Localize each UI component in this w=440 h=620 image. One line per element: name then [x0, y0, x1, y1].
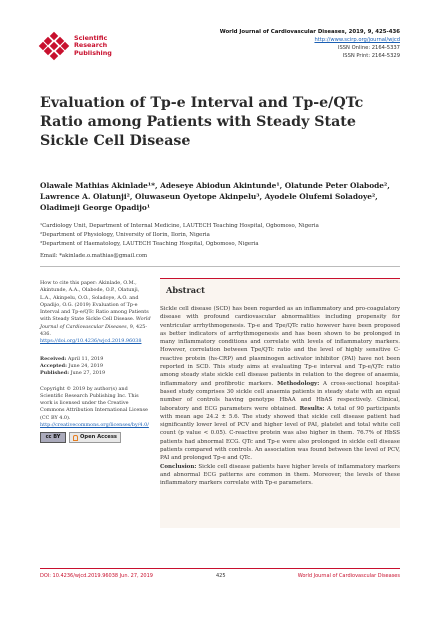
abstract-body — [160, 305, 400, 488]
article-sidebar — [40, 280, 152, 443]
abstract-p3: A total of 90 participants with mean age 24.2 ± 5.6. The study showed that sickle cell disease patient had significantly lower level of PCV and higher level of PAI, platelet and total white cell count (p value < 0.05). C-reactive protein was also higher in them. 76.7% of HbSS patients had abnormal ECG. QTc and Tp-e were also prolonged in sickle cell disease patients compared with controls. An association was found between the level of PCV, PAI and prolonged Tp-e and QTc. — [160, 405, 400, 462]
footer-doi[interactable]: DOI: 10.4236/wjcd.2019.96038 Jun. 27, 2019 — [40, 573, 153, 579]
footer-rule — [40, 568, 400, 569]
author-list: Olawale Mathias Akinlade¹*, Adeseye Abiodun Akintunde¹, Olatunde Peter Olabode², Lawrence A. Olatunji², Oluwaseun Oyetope Akinpelu³, Ayodele Olufemi Soladoye², Oladimeji George Opadijo¹ — [40, 181, 390, 212]
abstract-heading: Abstract — [166, 285, 205, 295]
license-link[interactable]: http://creativecommons.org/licenses/by/4.0/ — [40, 422, 149, 429]
copyright-notice: Copyright © 2019 by author(s) and Scientific Research Publishing Inc. This work is licensed under the Creative Commons Attribution International License (CC BY 4.0). — [40, 385, 148, 421]
corresponding-email: Email: *akinlade.o.mathias@gmail.com — [40, 253, 148, 259]
logo-line-2: Research — [74, 41, 108, 50]
published-date: Published: June 27, 2019 — [40, 370, 106, 377]
abstract-p1: Sickle cell disease (SCD) has been regarded as an inflammatory and pro-coagulatory disease with profound cardiovascular abnormalities including propensity for ventricular arrhythmogenesis. Tp-e and Tpe/QTc ratio however have been proposed as better indicators of arrhythmogenesis and has been shown to be prolonged in many inflammatory conditions and correlate with levels of inflammatory markers. However, correlation between Tpe/QTc ratio and the level of highly sensitive C-reactive protein (hs-CRP) and plasminogen activator inhibitor (PAI) have not been reported in SCD. This study aims at evaluating Tp-e interval and Tp-e/QTc ratio among steady state sickle cell disease patients in relation to the degree of anaemia, inflammatory and profibrotic markers. — [160, 306, 400, 387]
open-access-badge — [69, 432, 121, 443]
footer-journal: World Journal of Cardiovascular Diseases — [297, 573, 400, 579]
article-dates — [40, 356, 152, 378]
results-label: Results: — [296, 405, 325, 412]
howto-text: How to cite this paper: Akinlade, O.M., Akintunde, A.A., Olabode, O.P., Olatunji, L.A., Akinpelu, O.O., Soladoye, A.O. and Opadijo, O.G. (2019) Evaluation of Tp-e Interval and Tp-e/QTc Ratio among Patients with Steady State Sickle Cell Disease. — [40, 280, 149, 323]
logo-text — [74, 35, 112, 57]
affiliation-3: ³Department of Haematology, LAUTECH Teaching Hospital, Ogbomoso, Nigeria — [40, 241, 259, 247]
issn-online: ISSN Online: 2164-5337 — [337, 45, 400, 51]
howto-volume: , 9, 425-436. — [40, 323, 148, 338]
page-number: 425 — [216, 573, 226, 579]
journal-info — [220, 28, 400, 60]
abstract-p4: Sickle cell disease patients have higher levels of inflammatory markers and abnormal ECG patterns are common in them. Moreover, the levels of these inflammatory markers correlate with Tp-e parameters. — [160, 463, 400, 487]
open-access-label: Open Access — [80, 434, 117, 441]
affiliations — [40, 222, 400, 261]
license-badges — [40, 432, 152, 443]
received-date: Received: April 11, 2019 — [40, 355, 104, 362]
section-divider — [40, 266, 400, 267]
publisher-logo — [40, 28, 150, 64]
doi-link[interactable]: https://doi.org/10.4236/wjcd.2019.96038 — [40, 338, 142, 345]
logo-mark-icon — [40, 32, 68, 60]
affiliation-2: ²Department of Physiology, University of Ilorin, Ilorin, Nigeria — [40, 232, 210, 238]
logo-line-3: Publishing — [74, 48, 112, 57]
logo-line-1: Scientific — [74, 33, 108, 42]
page-header — [40, 28, 400, 68]
open-lock-icon — [73, 435, 78, 441]
affiliation-1: ¹Cardiology Unit, Department of Internal Medicine, LAUTECH Teaching Hospital, Ogbomoso, Nigeria — [40, 223, 319, 229]
how-to-cite — [40, 280, 152, 346]
abstract-section — [160, 278, 400, 528]
journal-url-link[interactable]: http://www.scirp.org/journal/wjcd — [314, 37, 400, 43]
accepted-date: Accepted: June 24, 2019 — [40, 362, 103, 369]
howto-journal: World Journal of Cardiovascular Diseases — [40, 316, 151, 330]
cc-by-badge[interactable]: cc BY — [40, 432, 66, 443]
journal-line: World Journal of Cardiovascular Diseases, 2019, 9, 425-436 — [219, 29, 400, 35]
paper-title: Evaluation of Tp-e Interval and Tp-e/QTc Ratio among Patients with Steady State Sickle Cell Disease — [40, 95, 364, 149]
abstract-p2: A cross-sectional hospital-based study comprises 30 sickle cell anaemia patients in steady state with an equal number of controls having genotype HbAA and HbAS respectively. Clinical, laboratory and ECG parameters were obtained. — [160, 380, 400, 412]
issn-print: ISSN Print: 2164-5329 — [342, 53, 400, 59]
conclusion-label: Conclusion: — [160, 463, 197, 470]
methodology-label: Methodology: — [273, 380, 320, 387]
